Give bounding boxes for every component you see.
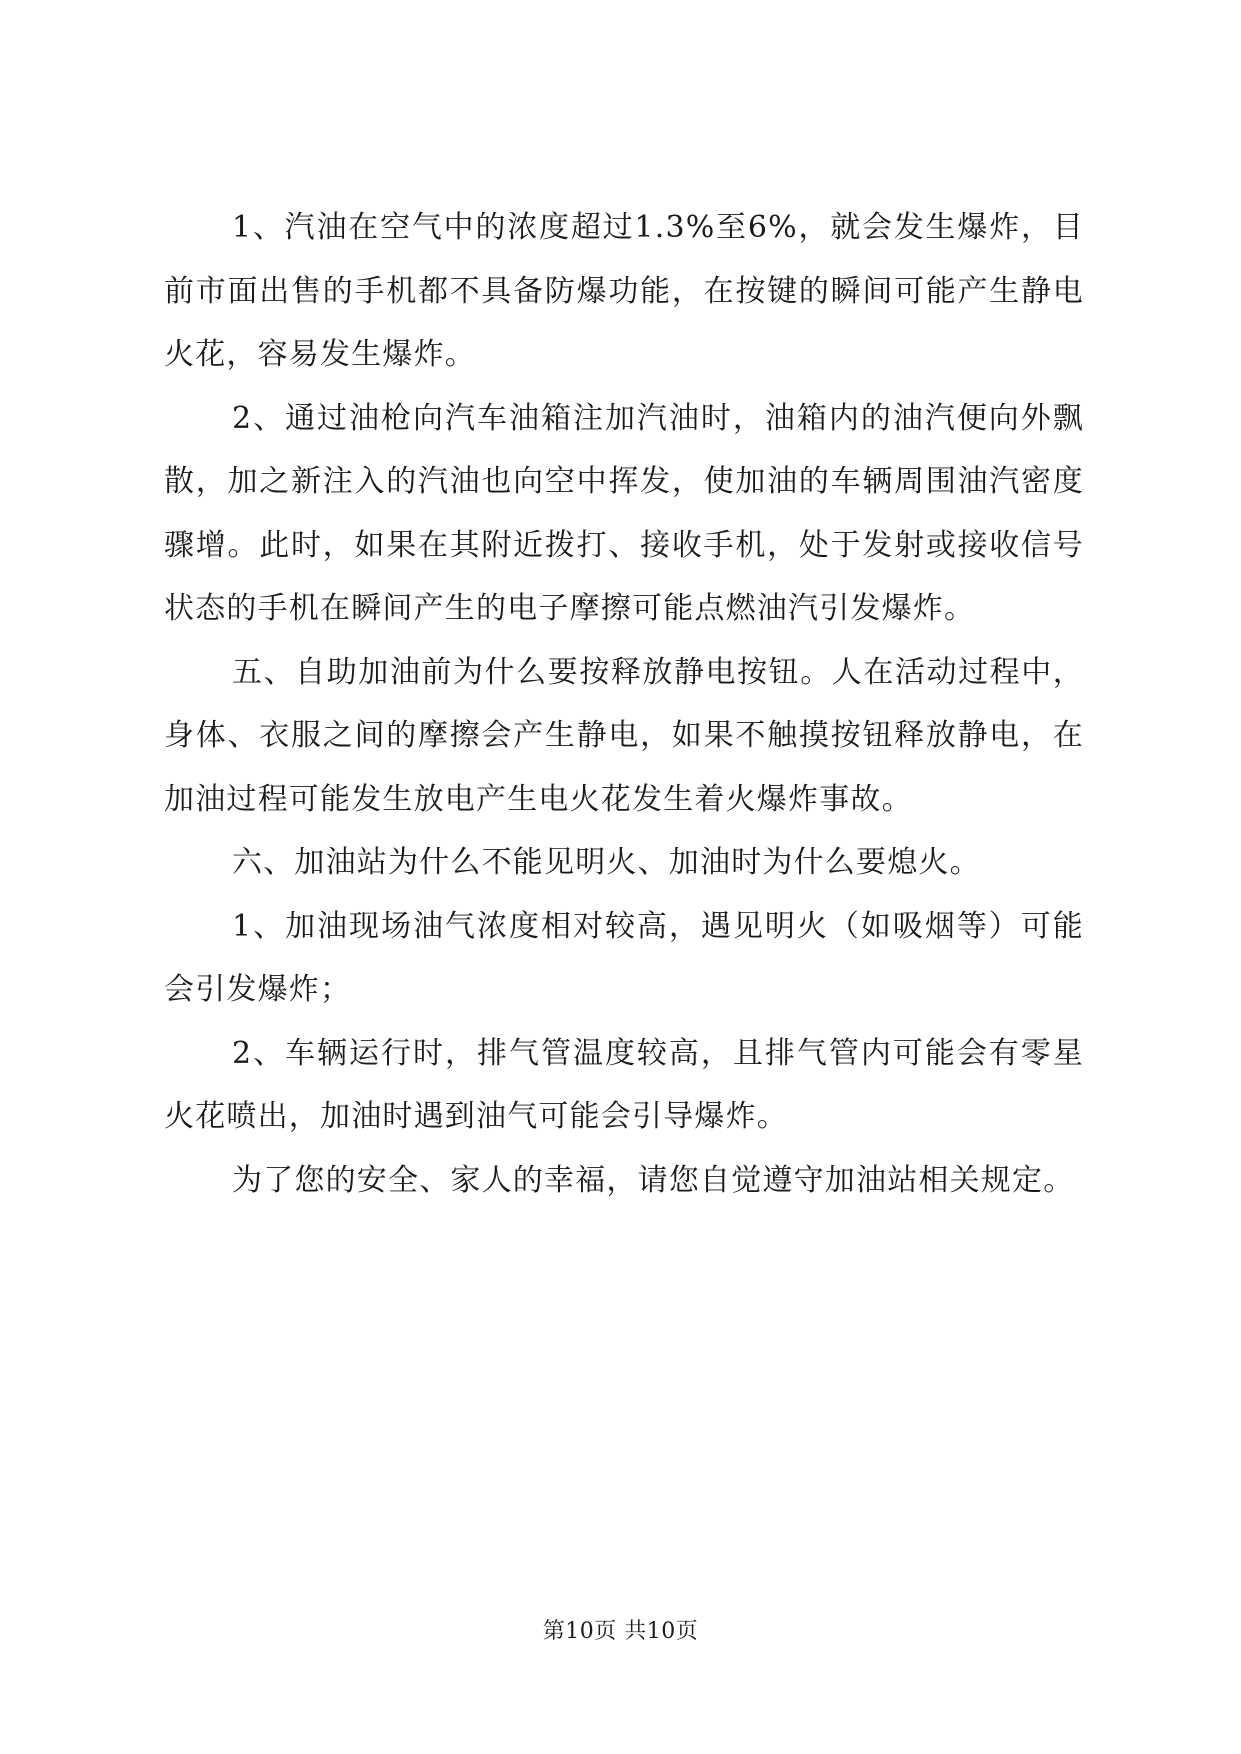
page-number-footer: 第10页 共10页: [542, 1619, 699, 1644]
paragraph-no-open-flame-heading: 六、加油站为什么不能见明火、加油时为什么要熄火。: [232, 845, 981, 880]
paragraph-fuel-vapor-phone: 2、通过油枪向汽车油箱注加汽油时，油箱内的油汽便向外飘散，加之新注入的汽油也向空中挥发，使加油的车辆周围油汽密度骤增。此时，如果在其附近拨打、接收手机，处于发射或接收信号状态的手机在瞬间产生的电子摩擦可能点燃油汽引发爆炸。: [164, 400, 1084, 626]
paragraph-safety-reminder: 为了您的安全、家人的幸福，请您自觉遵守加油站相关规定。: [232, 1162, 1075, 1198]
paragraph-exhaust-pipe: 2、车辆运行时，排气管温度较高，且排气管内可能会有零星火花喷出，加油时遇到油气可能会引导爆炸。: [164, 1035, 1084, 1134]
paragraph-gasoline-concentration: 1、汽油在空气中的浓度超过1.3%至6%，就会发生爆炸，目前市面出售的手机都不具备防爆功能，在按键的瞬间可能产生静电火花，容易发生爆炸。: [164, 210, 1084, 372]
paragraph-static-release: 五、自助加油前为什么要按释放静电按钮。人在活动过程中，身体、衣服之间的摩擦会产生静电，如果不触摸按钮释放静电，在加油过程可能发生放电产生电火花发生着火爆炸事故。: [164, 654, 1084, 817]
document-body: [164, 196, 1084, 1212]
paragraph-open-flame: 1、加油现场油气浓度相对较高，遇见明火（如吸烟等）可能会引发爆炸；: [164, 908, 1084, 1007]
